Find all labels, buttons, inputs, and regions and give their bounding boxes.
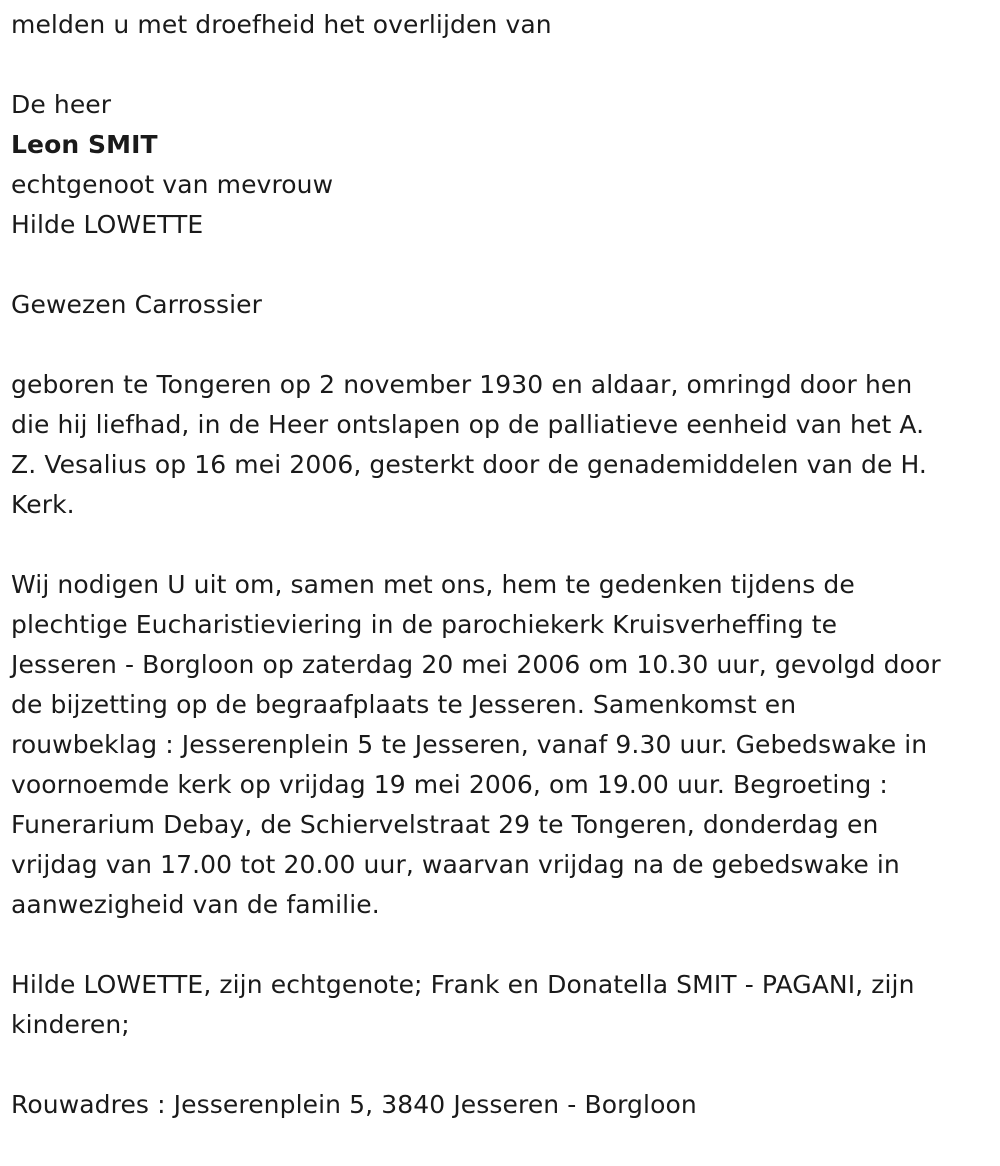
paragraph-line: aanwezigheid van de familie. — [11, 890, 380, 919]
paragraph-line: die hij liefhad, in de Heer ontslapen op de palliatieve eenheid van het A. — [11, 410, 925, 439]
occupation: Gewezen Carrossier — [11, 290, 262, 319]
paragraph-line: Wij nodigen U uit om, samen met ons, hem te gedenken tijdens de — [11, 570, 855, 599]
ceremony-paragraph — [11, 565, 993, 925]
spacer — [11, 925, 993, 965]
deceased-name: Leon SMIT — [11, 130, 158, 159]
paragraph-line: kinderen; — [11, 1010, 130, 1039]
paragraph-line: Hilde LOWETTE, zijn echtgenote; Frank en Donatella SMIT - PAGANI, zijn — [11, 970, 915, 999]
family-paragraph — [11, 965, 993, 1045]
spacer — [11, 525, 993, 565]
spouse-prefix: echtgenoot van mevrouw — [11, 170, 334, 199]
spacer — [11, 1045, 993, 1085]
spouse-name: Hilde LOWETTE — [11, 210, 204, 239]
paragraph-line: vrijdag van 17.00 tot 20.00 uur, waarvan vrijdag na de gebedswake in — [11, 850, 900, 879]
mourning-address: Rouwadres : Jesserenplein 5, 3840 Jesseren - Borgloon — [11, 1090, 697, 1119]
paragraph-line: Jesseren - Borgloon op zaterdag 20 mei 2006 om 10.30 uur, gevolgd door — [11, 650, 941, 679]
obituary-document — [11, 5, 993, 1125]
intro-line: melden u met droefheid het overlijden van — [11, 10, 552, 39]
spacer — [11, 245, 993, 285]
paragraph-line: geboren te Tongeren op 2 november 1930 en aldaar, omringd door hen — [11, 370, 913, 399]
paragraph-line: de bijzetting op de begraafplaats te Jesseren. Samenkomst en — [11, 690, 797, 719]
spacer — [11, 325, 993, 365]
paragraph-line: rouwbeklag : Jesserenplein 5 te Jesseren, vanaf 9.30 uur. Gebedswake in — [11, 730, 928, 759]
spacer — [11, 45, 993, 85]
birth-death-paragraph — [11, 365, 993, 525]
paragraph-line: Funerarium Debay, de Schiervelstraat 29 te Tongeren, donderdag en — [11, 810, 879, 839]
honorific: De heer — [11, 90, 112, 119]
paragraph-line: Kerk. — [11, 490, 75, 519]
paragraph-line: plechtige Eucharistieviering in de parochiekerk Kruisverheffing te — [11, 610, 838, 639]
paragraph-line: voornoemde kerk op vrijdag 19 mei 2006, om 19.00 uur. Begroeting : — [11, 770, 888, 799]
paragraph-line: Z. Vesalius op 16 mei 2006, gesterkt door de genademiddelen van de H. — [11, 450, 927, 479]
